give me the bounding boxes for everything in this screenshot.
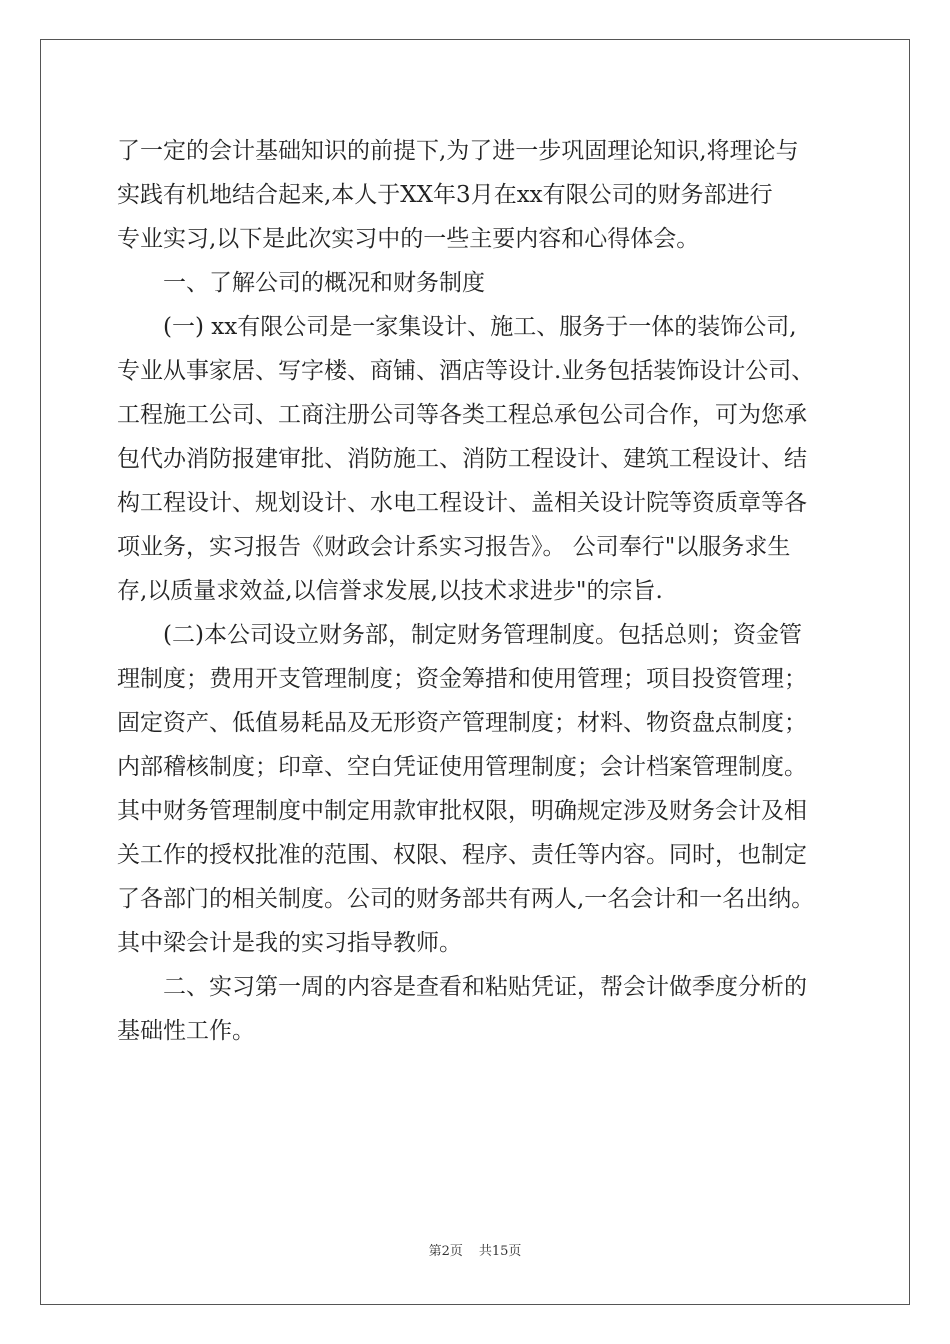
text-line: (一) xx有限公司是一家集设计、施工、服务于一体的装饰公司, (117, 314, 797, 340)
text-line: 固定资产、低值易耗品及无形资产管理制度；材料、物资盘点制度； (117, 710, 807, 736)
paragraph-company-overview (117, 305, 837, 613)
text-line: 专业从事家居、写字楼、商铺、酒店等设计.业务包括装饰设计公司、 (117, 358, 815, 384)
text-line: 项业务，实习报告《财政会计系实习报告》。 公司奉行"以服务求生 (117, 534, 791, 560)
text-line: 了一定的会计基础知识的前提下,为了进一步巩固理论知识,将理论与 (117, 138, 799, 164)
text-line: 二、实习第一周的内容是查看和粘贴凭证，帮会计做季度分析的 (117, 974, 807, 1000)
page-total: 共15页 (478, 1244, 522, 1259)
text-line: 实践有机地结合起来,本人于XX年3月在xx有限公司的财务部进行 (117, 182, 773, 208)
text-line: 存,以质量求效益,以信誉求发展,以技术求进步"的宗旨. (117, 578, 663, 604)
text-line: 基础性工作。 (117, 1018, 255, 1044)
text-line: 理制度；费用开支管理制度；资金筹措和使用管理；项目投资管理； (117, 666, 807, 692)
text-line: 专业实习,以下是此次实习中的一些主要内容和心得体会。 (117, 226, 700, 252)
paragraph-intro (117, 129, 837, 261)
text-line: 其中财务管理制度中制定用款审批权限，明确规定涉及财务会计及相 (117, 798, 807, 824)
text-line: 内部稽核制度；印章、空白凭证使用管理制度；会计档案管理制度。 (117, 754, 807, 780)
text-line: (二)本公司设立财务部，制定财务管理制度。包括总则；资金管 (117, 622, 802, 648)
text-line: 了各部门的相关制度。公司的财务部共有两人,一名会计和一名出纳。 (117, 886, 815, 912)
text-line: 工程施工公司、工商注册公司等各类工程总承包公司合作，可为您承 (117, 402, 807, 428)
page-footer (0, 1243, 950, 1261)
section-heading-2 (117, 965, 837, 1053)
text-line: 关工作的授权批准的范围、权限、程序、责任等内容。同时，也制定 (117, 842, 807, 868)
heading-line: 一、了解公司的概况和财务制度 (117, 270, 485, 296)
text-line: 包代办消防报建审批、消防施工、消防工程设计、建筑工程设计、结 (117, 446, 807, 472)
page-number: 第2页 (428, 1244, 463, 1259)
document-body (117, 129, 837, 1053)
paragraph-finance-system (117, 613, 837, 965)
section-heading-1 (117, 261, 837, 305)
text-line: 构工程设计、规划设计、水电工程设计、盖相关设计院等资质章等各 (117, 490, 807, 516)
text-line: 其中梁会计是我的实习指导教师。 (117, 930, 462, 956)
